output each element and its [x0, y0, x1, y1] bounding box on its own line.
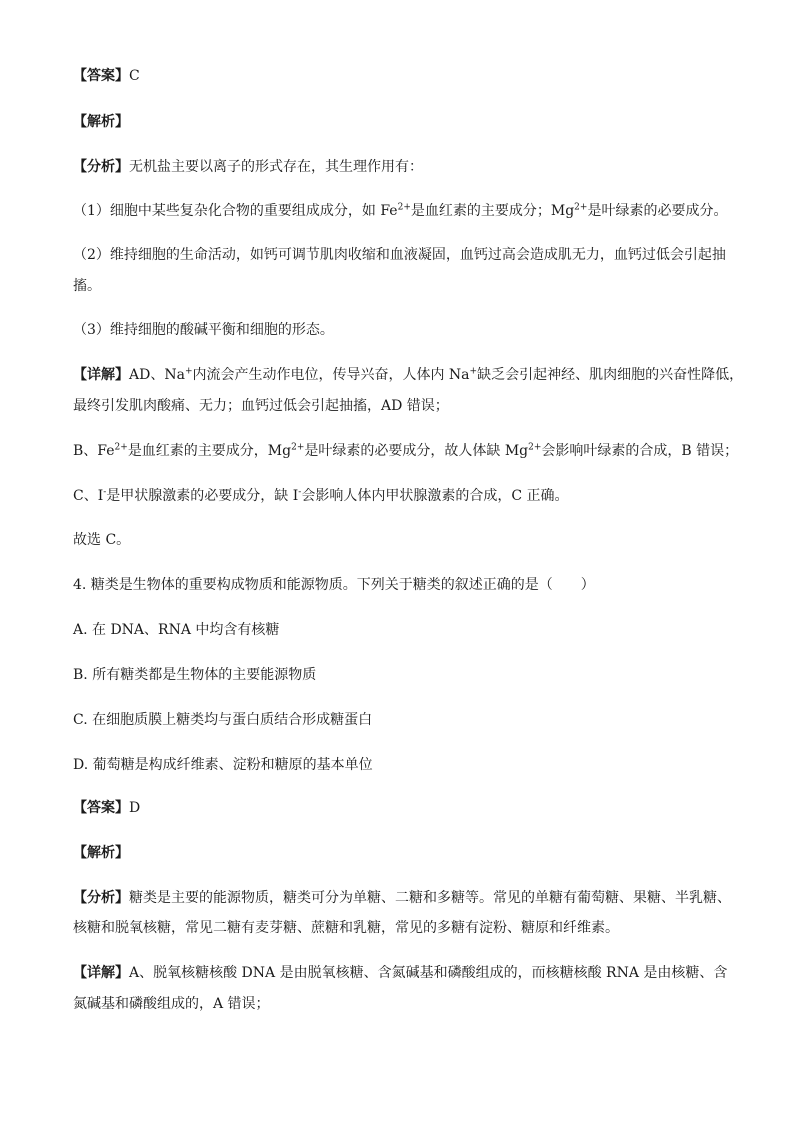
q3-point1-text-b: 是血红素的主要成分；Mg	[410, 203, 575, 219]
q4-answer-value: D	[129, 800, 141, 816]
q4-option-c	[73, 710, 733, 730]
q3-point1-text-c: 是叶绿素的必要成分。	[587, 203, 728, 219]
q4-option-a-text: A. 在 DNA、RNA 中均含有核糖	[73, 622, 280, 638]
q3-xj3-text-c: 会影响人体内甲状腺激素的合成，C 正确。	[301, 488, 569, 504]
q3-answer-tag: 【答案】	[73, 68, 129, 84]
q3-point1-sup1: 2+	[397, 202, 411, 213]
q4-option-a	[73, 620, 733, 640]
q4-answer-tag: 【答案】	[73, 800, 129, 816]
q4-option-d	[73, 755, 733, 775]
q4-analysis-tag: 【解析】	[73, 845, 129, 861]
q3-answer-value: C	[129, 68, 140, 84]
q4-fenxi-text-l2: 核糖和脱氧核糖，常见二糖有麦芽糖、蔗糖和乳糖，常见的多糖有淀粉、糖原和纤维素。	[73, 920, 619, 936]
q4-answer-line	[73, 798, 733, 818]
q3-answer-line	[73, 66, 733, 86]
q3-xj3-text-a: C、I	[73, 488, 104, 504]
q3-xj1-sup1: +	[184, 366, 193, 377]
q4-option-d-text: D. 葡萄糖是构成纤维素、淀粉和糖原的基本单位	[73, 757, 373, 773]
q3-xj2-sup1: 2+	[114, 442, 128, 453]
q3-xj3-text-b: 是甲状腺激素的必要成分，缺 I	[106, 488, 299, 504]
q3-xj1-sup2: +	[469, 366, 478, 377]
q3-point1-text-a: （1）细胞中某些复杂化合物的重要组成成分，如 Fe	[73, 203, 398, 219]
q4-xj-text-l1: A、脱氧核糖核酸 DNA 是由脱氧核糖、含氮碱基和磷酸组成的，而核糖核酸 RNA 是由核糖、含	[129, 965, 728, 981]
q3-xj1-text-b: 内流会产生动作电位，传导兴奋，人体内 Na	[192, 367, 470, 383]
q4-analysis-heading	[73, 843, 733, 863]
q4-fenxi-tag: 【分析】	[73, 890, 129, 906]
q3-xj2-text-d: 会影响叶绿素的合成，B 错误；	[541, 443, 739, 459]
q3-fenxi-line	[73, 157, 733, 177]
q3-point1-sup2: 2+	[574, 202, 588, 213]
q3-xj2-text-c: 是叶绿素的必要成分，故人体缺 Mg	[304, 443, 529, 459]
q4-xiangjie-tag: 【详解】	[73, 965, 129, 981]
q4-fenxi-line1	[73, 888, 733, 908]
q3-xj2-sup3: 2+	[528, 442, 542, 453]
q3-xiangjie-line1	[73, 365, 744, 385]
q3-xiangjie-line2	[73, 396, 733, 416]
q3-point2-text-l1: （2）维持细胞的生命活动，如钙可调节肌肉收缩和血液凝固，血钙过高会造成肌无力，血钙过低会引起抽	[73, 247, 726, 263]
q4-fenxi-line2	[73, 918, 733, 938]
q3-xj3-sup2: -	[298, 487, 302, 498]
q4-xiangjie-line1	[73, 963, 733, 983]
q3-analysis-tag: 【解析】	[73, 114, 129, 130]
q3-xj3-sup1: -	[103, 487, 107, 498]
q4-xiangjie-line2	[73, 994, 733, 1014]
q4-stem-text: 4. 糖类是生物体的重要构成物质和能源物质。下列关于糖类的叙述正确的是（ ）	[73, 577, 595, 593]
q3-point-2-line2	[73, 276, 733, 296]
q3-xj2-sup2: 2+	[291, 442, 305, 453]
q4-stem	[73, 575, 733, 595]
q3-xiangjie-b	[73, 441, 739, 461]
q3-fenxi-tag: 【分析】	[73, 159, 129, 175]
q3-fenxi-text: 无机盐主要以离子的形式存在，其生理作用有：	[129, 159, 423, 175]
q3-xj1-text-a: AD、Na	[129, 367, 185, 383]
q3-point2-text-l2: 搐。	[73, 278, 101, 294]
q4-option-b-text: B. 所有糖类都是生物体的主要能源物质	[73, 667, 317, 683]
q3-xj1-text-c: 缺乏会引起神经、肌肉细胞的兴奋性降低，	[477, 367, 744, 383]
q3-xiangjie-c	[73, 486, 733, 506]
q4-option-c-text: C. 在细胞质膜上糖类均与蛋白质结合形成糖蛋白	[73, 712, 373, 728]
q3-point-1	[73, 201, 733, 221]
q3-xj2-text-b: 是血红素的主要成分，Mg	[127, 443, 292, 459]
q4-fenxi-text-l1: 糖类是主要的能源物质，糖类可分为单糖、二糖和多糖等。常见的单糖有葡萄糖、果糖、半乳糖、	[129, 890, 731, 906]
q3-point-2-line1	[73, 245, 733, 265]
q3-xj2-text-a: B、Fe	[73, 443, 115, 459]
q3-point3-text: （3）维持细胞的酸碱平衡和细胞的形态。	[73, 322, 334, 338]
q3-conclusion	[73, 530, 733, 550]
q3-conclusion-text: 故选 C。	[73, 532, 131, 548]
q4-xj-text-l2: 氮碱基和磷酸组成的，A 错误；	[73, 996, 270, 1012]
q3-xj1-text-l2: 最终引发肌肉酸痛、无力；血钙过低会引起抽搐，AD 错误；	[73, 398, 449, 414]
q3-xiangjie-tag: 【详解】	[73, 367, 129, 383]
q3-analysis-heading	[73, 112, 733, 132]
q3-point-3	[73, 320, 733, 340]
q4-option-b	[73, 665, 733, 685]
